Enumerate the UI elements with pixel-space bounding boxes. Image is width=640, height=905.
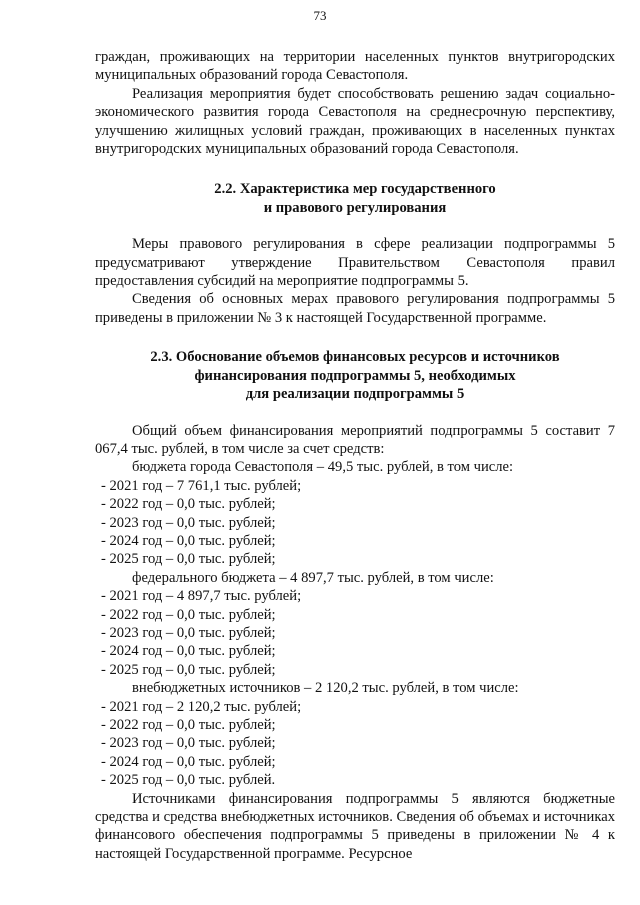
heading-line: и правового регулирования: [263, 199, 447, 216]
funding-source-title: внебюджетных источников – 2 120,2 тыс. рублей, в том числе:: [132, 680, 519, 697]
page-number: 73: [313, 8, 327, 23]
funding-year-item: - 2023 год – 0,0 тыс. рублей;: [101, 514, 276, 531]
funding-year-item: - 2021 год – 2 120,2 тыс. рублей;: [101, 698, 302, 715]
funding-year-item: - 2022 год – 0,0 тыс. рублей;: [101, 606, 276, 623]
heading-line: 2.2. Характеристика мер государственного: [214, 181, 496, 198]
funding-year-item: - 2024 год – 0,0 тыс. рублей;: [101, 753, 276, 770]
intro-paragraph-continued: граждан, проживающих на территории населенных пунктов внутригородских муниципальных образований города Севастополя.: [95, 49, 615, 84]
section-2-3-heading: [95, 348, 615, 403]
funding-source-title: федерального бюджета – 4 897,7 тыс. рублей, в том числе:: [132, 569, 494, 586]
section-2-2-paragraph: Сведения об основных мерах правового регулирования подпрограммы 5 приведены в приложении № 3 к настоящей Государственной программе.: [95, 291, 615, 326]
funding-year-item: - 2023 год – 0,0 тыс. рублей;: [101, 735, 276, 752]
heading-line: 2.3. Обоснование объемов финансовых ресурсов и источников: [150, 349, 560, 366]
funding-source-extrabudgetary: [95, 679, 615, 789]
funding-source-city-budget: [95, 458, 615, 568]
funding-year-item: - 2022 год – 0,0 тыс. рублей;: [101, 496, 276, 513]
funding-year-item: - 2025 год – 0,0 тыс. рублей.: [101, 772, 276, 789]
heading-line: финансирования подпрограммы 5, необходимых: [194, 367, 516, 384]
financing-total-paragraph: Общий объем финансирования мероприятий подпрограммы 5 составит 7 067,4 тыс. рублей, в том числе за счет средств:: [95, 422, 615, 457]
funding-year-item: - 2025 год – 0,0 тыс. рублей;: [101, 551, 276, 568]
funding-year-item: - 2021 год – 4 897,7 тыс. рублей;: [101, 588, 302, 605]
funding-year-item: - 2023 год – 0,0 тыс. рублей;: [101, 624, 276, 641]
funding-source-federal-budget: [95, 569, 615, 679]
section-2-2-heading: [95, 180, 615, 217]
document-body: [95, 48, 615, 863]
funding-year-item: - 2025 год – 0,0 тыс. рублей;: [101, 661, 276, 678]
funding-year-item: - 2024 год – 0,0 тыс. рублей;: [101, 532, 276, 549]
funding-year-item: - 2021 год – 7 761,1 тыс. рублей;: [101, 477, 302, 494]
financing-sources-paragraph: Источниками финансирования подпрограммы 5 являются бюджетные средства и средства внебюджетных источников. Сведения об объемах и источниках финансового обеспечения подпрограммы 5 приведены в приложении № 4 к настоящей Государственной программе. Ресурсное: [95, 790, 615, 862]
heading-line: для реализации подпрограммы 5: [245, 386, 465, 403]
funding-year-item: - 2024 год – 0,0 тыс. рублей;: [101, 643, 276, 660]
section-2-2-paragraph: Меры правового регулирования в сфере реализации подпрограммы 5 предусматривают утверждение Правительством Севастополя правил предоставления субсидий на мероприятие подпрограммы 5.: [95, 236, 615, 290]
funding-year-item: - 2022 год – 0,0 тыс. рублей;: [101, 717, 276, 733]
intro-paragraph: Реализация мероприятия будет способствовать решению задач социально-экономического развития города Севастополя на среднесрочную перспективу, улучшению жилищных условий граждан, проживающих в населенных пунктах внутригородских муниципальных образований города Севастополя.: [95, 85, 615, 158]
funding-source-title: бюджета города Севастополя – 49,5 тыс. рублей, в том числе:: [132, 459, 514, 476]
